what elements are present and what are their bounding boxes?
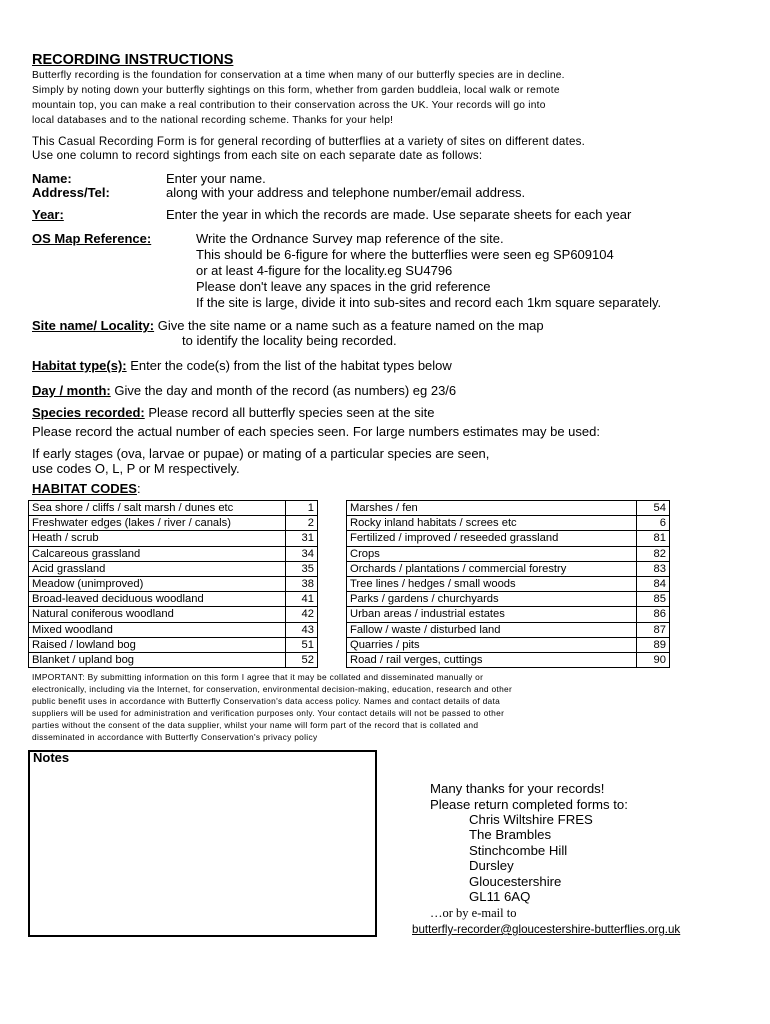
habitat-code: 38 xyxy=(286,576,318,591)
address-line: GL11 6AQ xyxy=(469,889,531,904)
habitat-name: Raised / lowland bog xyxy=(29,637,286,652)
habitat-row xyxy=(29,576,318,591)
habitat-instruction: Enter the code(s) from the list of the habitat types below xyxy=(126,358,452,373)
habitat-code: 89 xyxy=(637,637,670,652)
habitat-code: 42 xyxy=(286,607,318,622)
year-instruction: Enter the year in which the records are made. Use separate sheets for each year xyxy=(166,207,632,222)
habitat-codes-colon: : xyxy=(136,481,141,496)
habitat-code: 86 xyxy=(637,607,670,622)
address-line: Chris Wiltshire FRES xyxy=(469,812,593,827)
habitat-code: 2 xyxy=(286,516,318,531)
habitat-name: Marshes / fen xyxy=(347,501,637,516)
habitat-row xyxy=(29,637,318,652)
habitat-code: 52 xyxy=(286,652,318,667)
habitat-code: 85 xyxy=(637,592,670,607)
os-map-line: This should be 6-figure for where the butterflies were seen eg SP609104 xyxy=(196,247,614,262)
thanks-line: Many thanks for your records! xyxy=(430,781,605,796)
day-month-instruction: Give the day and month of the record (as numbers) eg 23/6 xyxy=(110,383,457,398)
habitat-row xyxy=(347,607,670,622)
page-title: RECORDING INSTRUCTIONS xyxy=(32,52,234,68)
important-line: parties without the consent of the data supplier, whilst your name will form part of the record that is collated and xyxy=(32,720,479,730)
habitat-name: Blanket / upland bog xyxy=(29,652,286,667)
email-link[interactable]: butterfly-recorder@gloucestershire-butterflies.org.uk xyxy=(412,923,681,936)
habitat-name: Tree lines / hedges / small woods xyxy=(347,576,637,591)
habitat-name: Acid grassland xyxy=(29,561,286,576)
habitat-name: Meadow (unimproved) xyxy=(29,576,286,591)
os-map-line: Please don't leave any spaces in the grid reference xyxy=(196,279,491,294)
habitat-code: 41 xyxy=(286,592,318,607)
address-line: The Brambles xyxy=(469,827,552,842)
early-stages-line: If early stages (ova, larvae or pupae) or mating of a particular species are seen, xyxy=(32,446,490,461)
habitat-row xyxy=(29,561,318,576)
address-label: Address/Tel: xyxy=(32,185,110,200)
os-map-line: or at least 4-figure for the locality.eg SU4796 xyxy=(196,263,453,278)
habitat-code: 34 xyxy=(286,546,318,561)
habitat-table-right xyxy=(346,500,670,668)
habitat-row xyxy=(29,652,318,667)
habitat-name: Freshwater edges (lakes / river / canals) xyxy=(29,516,286,531)
os-map-line: If the site is large, divide it into sub-sites and record each 1km square separately. xyxy=(196,295,662,310)
habitat-row xyxy=(32,358,452,373)
form-intro-line: This Casual Recording Form is for general recording of butterflies at a variety of sites on different dates. xyxy=(32,135,586,148)
species-instruction: Please record all butterfly species seen at the site xyxy=(144,405,435,420)
habitat-code: 51 xyxy=(286,637,318,652)
address-instruction: along with your address and telephone number/email address. xyxy=(166,185,526,200)
habitat-row xyxy=(347,652,670,667)
habitat-name: Orchards / plantations / commercial forestry xyxy=(347,561,637,576)
habitat-label: Habitat type(s): xyxy=(32,358,127,373)
habitat-code: 43 xyxy=(286,622,318,637)
habitat-name: Urban areas / industrial estates xyxy=(347,607,637,622)
habitat-name: Calcareous grassland xyxy=(29,546,286,561)
habitat-row xyxy=(347,637,670,652)
habitat-code: 83 xyxy=(637,561,670,576)
intro-line: Simply by noting down your butterfly sightings on this form, whether from garden buddleia, local walk or remote xyxy=(32,85,560,96)
habitat-codes-title: HABITAT CODES xyxy=(32,481,137,496)
habitat-name: Road / rail verges, cuttings xyxy=(347,652,637,667)
habitat-code: 6 xyxy=(637,516,670,531)
species-label: Species recorded: xyxy=(32,405,145,420)
habitat-name: Rocky inland habitats / screes etc xyxy=(347,516,637,531)
habitat-row xyxy=(347,622,670,637)
habitat-row xyxy=(347,516,670,531)
day-month-label: Day / month: xyxy=(32,383,111,398)
habitat-row xyxy=(347,561,670,576)
os-map-line: Write the Ordnance Survey map reference of the site. xyxy=(196,231,504,246)
habitat-code: 54 xyxy=(637,501,670,516)
habitat-name: Broad-leaved deciduous woodland xyxy=(29,592,286,607)
habitat-code: 90 xyxy=(637,652,670,667)
habitat-codes-heading xyxy=(32,481,141,496)
intro-line: local databases and to the national recording scheme. Thanks for your help! xyxy=(32,115,394,126)
habitat-row xyxy=(347,531,670,546)
habitat-row xyxy=(29,531,318,546)
form-intro-line: Use one column to record sightings from each site on each separate date as follows: xyxy=(32,149,483,162)
species-row xyxy=(32,405,434,420)
notes-title: Notes xyxy=(33,750,70,765)
important-line: IMPORTANT: By submitting information on this form I agree that it may be collated and disseminated manually or xyxy=(32,672,484,682)
habitat-name: Mixed woodland xyxy=(29,622,286,637)
habitat-name: Fertilized / improved / reseeded grassland xyxy=(347,531,637,546)
habitat-row xyxy=(29,622,318,637)
habitat-row xyxy=(347,546,670,561)
habitat-code: 87 xyxy=(637,622,670,637)
name-instruction: Enter your name. xyxy=(166,171,266,186)
habitat-name: Heath / scrub xyxy=(29,531,286,546)
notes-box[interactable] xyxy=(28,750,377,937)
habitat-row xyxy=(347,501,670,516)
habitat-row xyxy=(347,576,670,591)
year-label: Year: xyxy=(32,207,64,222)
habitat-row xyxy=(29,607,318,622)
address-line: Gloucestershire xyxy=(469,874,562,889)
habitat-row xyxy=(29,501,318,516)
species-instruction-2: Please record the actual number of each species seen. For large numbers estimates may be used: xyxy=(32,424,600,439)
site-row xyxy=(32,318,544,333)
thanks-line: Please return completed forms to: xyxy=(430,797,628,812)
habitat-name: Natural coniferous woodland xyxy=(29,607,286,622)
early-stages-line: use codes O, L, P or M respectively. xyxy=(32,461,240,476)
habitat-name: Fallow / waste / disturbed land xyxy=(347,622,637,637)
habitat-code: 81 xyxy=(637,531,670,546)
habitat-name: Crops xyxy=(347,546,637,561)
address-line: Stinchcombe Hill xyxy=(469,843,568,858)
habitat-name: Parks / gardens / churchyards xyxy=(347,592,637,607)
habitat-row xyxy=(29,516,318,531)
os-map-label: OS Map Reference: xyxy=(32,231,152,246)
site-instruction: Give the site name or a name such as a feature named on the map xyxy=(154,318,544,333)
habitat-code: 84 xyxy=(637,576,670,591)
important-line: disseminated in accordance with Butterfly Conservation's privacy policy xyxy=(32,732,318,742)
important-line: electronically, including via the Internet, for conservation, environmental decision-making, education, research and other xyxy=(32,684,513,694)
habitat-code: 1 xyxy=(286,501,318,516)
habitat-row xyxy=(29,592,318,607)
habitat-code: 35 xyxy=(286,561,318,576)
habitat-name: Quarries / pits xyxy=(347,637,637,652)
habitat-table-left xyxy=(28,500,318,668)
habitat-name: Sea shore / cliffs / salt marsh / dunes etc xyxy=(29,501,286,516)
habitat-row xyxy=(29,546,318,561)
habitat-row xyxy=(347,592,670,607)
intro-line: Butterfly recording is the foundation for conservation at a time when many of our butterfly species are in decline. xyxy=(32,70,565,81)
site-instruction-2: to identify the locality being recorded. xyxy=(182,333,397,348)
name-label: Name: xyxy=(32,171,72,186)
day-month-row xyxy=(32,383,456,398)
important-line: suppliers will be used for administration and verification purposes only. Your contact details will not be passed to other xyxy=(32,708,505,718)
habitat-code: 31 xyxy=(286,531,318,546)
important-line: public benefit uses in accordance with Butterfly Conservation's data access policy. Names and contact details of data xyxy=(32,696,501,706)
site-label: Site name/ Locality: xyxy=(32,318,155,333)
intro-line: mountain top, you can make a real contribution to their conservation across the UK. Your records will go into xyxy=(32,100,546,111)
habitat-code: 82 xyxy=(637,546,670,561)
address-line: Dursley xyxy=(469,858,514,873)
or-email-text: …or by e-mail to xyxy=(430,906,517,920)
